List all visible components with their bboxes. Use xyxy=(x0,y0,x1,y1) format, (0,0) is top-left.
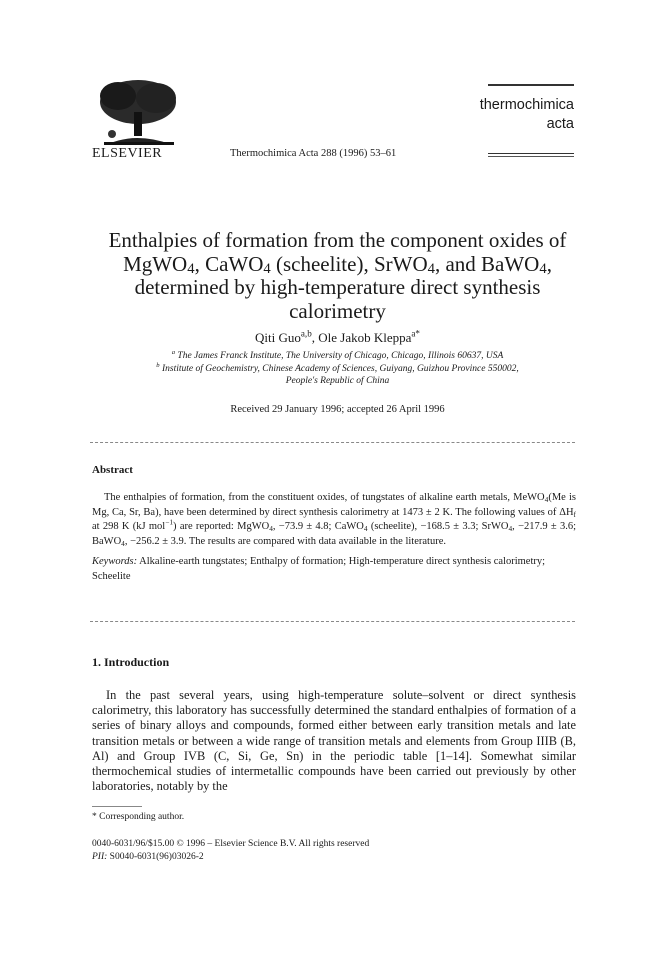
journal-rule-bottom-2 xyxy=(488,156,574,157)
affiliation-b: $^b$ Institute of Geochemistry, Chinese Academy of Sciences, Guiyang, Guizhou Province 550002, xyxy=(156,361,519,374)
journal-reference: Thermochimica Acta 288 (1996) 53–61 xyxy=(230,148,397,159)
title-line-3: determined by high-temperature direct synthesis xyxy=(134,275,541,299)
copyright-line: 0040-6031/96/$15.00 © 1996 – Elsevier Science B.V. All rights reserved xyxy=(92,839,370,849)
journal-name-line1: thermochimica xyxy=(479,97,574,113)
elsevier-tree-logo xyxy=(88,76,184,148)
corresponding-author-footnote: * Corresponding author. xyxy=(92,812,185,822)
journal-name xyxy=(476,96,574,134)
affiliation-a: $^a$ The James Franck Institute, The University of Chicago, Chicago, Illinois 60637, USA xyxy=(171,348,504,361)
journal-name-line2: acta xyxy=(546,116,574,132)
introduction-text: In the past several years, using high-temperature solute–solvent or direct synthesis calorimetry, this laboratory has successfully determined the standard enthalpies of formation of a series of binary alloys and compounds, formed either between early transition metals and late transition metals or between a wide range of transition metals and elements from Group IIIB (B, Al) and Group IVB (C, Si, Ge, Sn) in the periodic table [1–14]. Somewhat similar thermochemical studies of intermetallic compounds have been carried out previously by other laboratories, notably by the xyxy=(92,688,576,794)
divider-top xyxy=(90,442,575,443)
abstract-text: The enthalpies of formation, from the constituent oxides, of tungstates of alkaline earth metals, MeWO$_4$(Me is Mg, Ca, Sr, Ba), have been determined by direct synthesis calorimetry at 1473 ± 2 K. The following values of $\Delta H_f$ at 298 K (kJ mol$^{-1}$) are reported: MgWO$_4$, −73.9 ± 4.8; CaWO$_4$ (scheelite), −168.5 ± 3.3; SrWO$_4$, −217.9 ± 3.6; BaWO$_4$, −256.2 ± 3.9. The results are compared with data available in the literature. xyxy=(92,492,576,548)
publisher-name: ELSEVIER xyxy=(92,146,163,161)
title-line-4: calorimetry xyxy=(289,298,386,323)
journal-rule-bottom xyxy=(488,153,574,154)
keywords xyxy=(92,555,576,584)
divider-bottom xyxy=(90,621,575,622)
journal-rule-top xyxy=(488,84,574,86)
abstract-heading: Abstract xyxy=(92,464,133,476)
affiliation-b-line2: People's Republic of China xyxy=(285,376,390,386)
copyright-notice xyxy=(92,838,369,863)
keywords-label: Keywords: xyxy=(92,556,138,567)
pii-line: PII: S0040-6031(96)03026-2 xyxy=(92,851,204,862)
received-dates: Received 29 January 1996; accepted 26 April 1996 xyxy=(230,404,445,415)
author-list: Qiti Guo$^{a,b}$, Ole Jakob Kleppa$^{a*}$ xyxy=(255,328,420,345)
title-line-1: Enthalpies of formation from the component oxides of xyxy=(108,228,567,252)
article-title xyxy=(90,229,585,323)
introduction-heading: 1. Introduction xyxy=(92,655,170,669)
keywords-text: Alkaline-earth tungstates; Enthalpy of formation; High-temperature direct synthesis calorimetry; Scheelite xyxy=(92,556,546,582)
footnote-rule xyxy=(92,806,142,807)
title-line-2: MgWO$_4$, CaWO$_4$ (scheelite), SrWO$_4$, and BaWO$_4$, xyxy=(123,251,552,277)
affiliations xyxy=(90,350,585,388)
